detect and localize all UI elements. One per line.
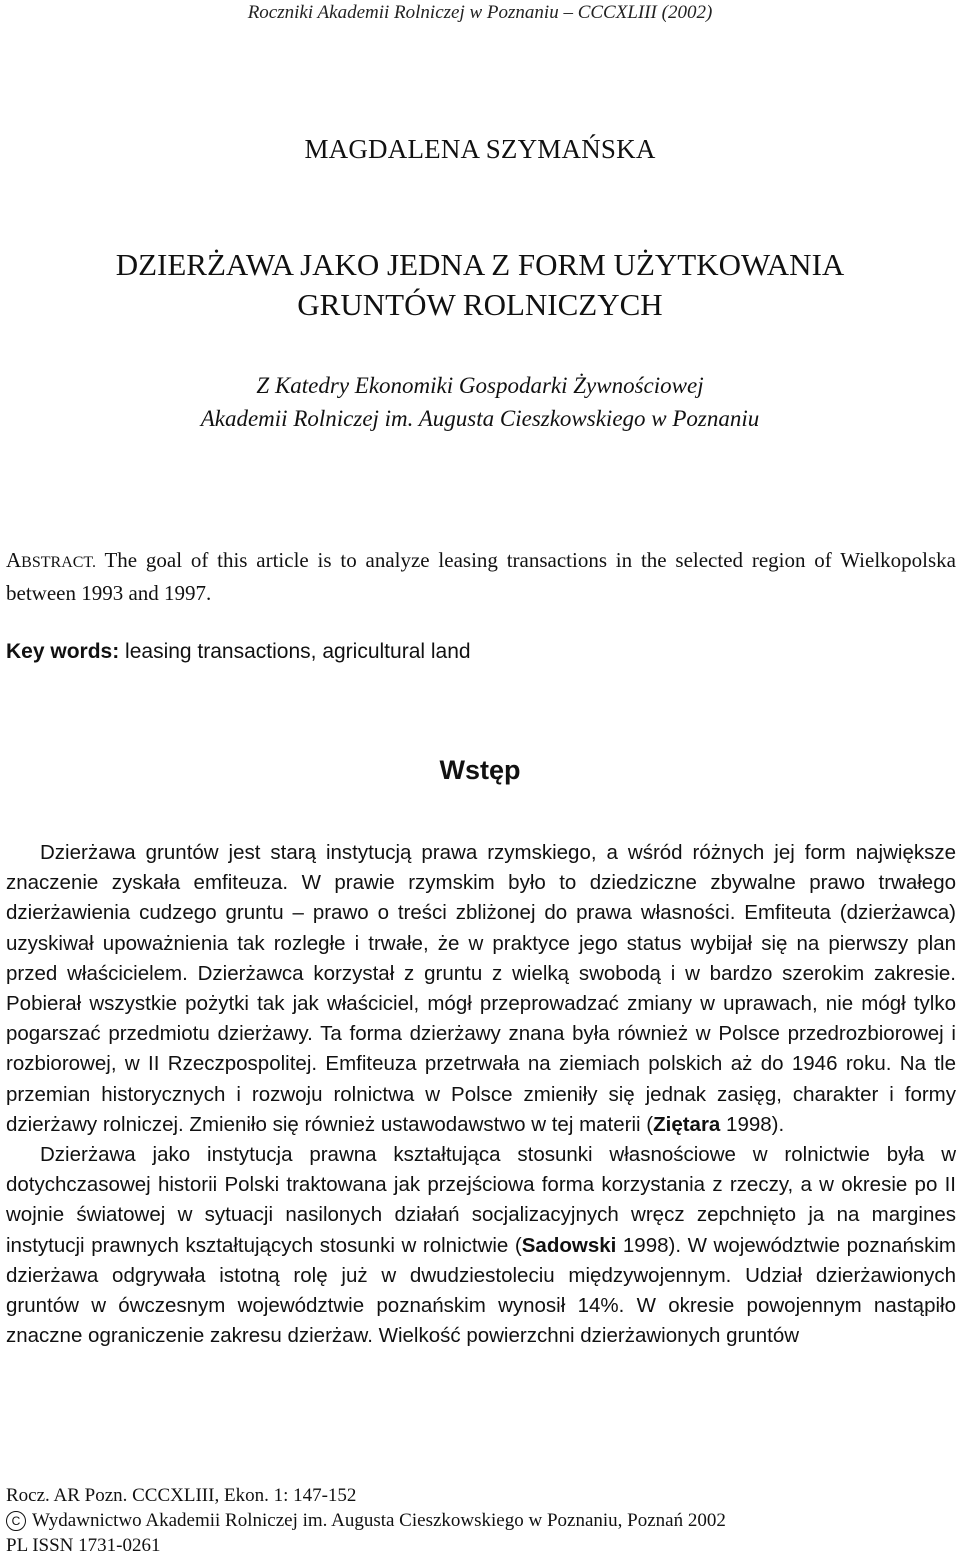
body-text — [6, 838, 956, 1351]
paragraph-2 — [6, 1140, 956, 1351]
paragraph-2-end: 1998). W województwie poznańskim dzierżawa odgrywała istotną rolę już w dwudziestoleciu międzywojennym. Udział dzierżawionych gruntów w ówczesnym województwie poznańskim wynosił 14%. W okresie powojennym nastąpiło znaczne ograniczenie zakresu dzierżaw. Wielkość powierzchni dzierżawionych gruntów — [6, 1233, 956, 1348]
paragraph-1-end: 1998). — [720, 1112, 785, 1136]
abstract-label-rest: BSTRACT. — [21, 554, 96, 571]
citation-author-ref: Ziętara — [653, 1112, 721, 1136]
affiliation-line-2: Akademii Rolniczej im. Augusta Cieszkowskiego w Poznaniu — [200, 406, 760, 431]
abstract-label — [6, 548, 96, 572]
article-title-line-1: DZIERŻAWA JAKO JEDNA Z FORM UŻYTKOWANIA — [115, 247, 845, 282]
section-heading: Wstęp — [439, 755, 521, 785]
footer-citation: Rocz. AR Pozn. CCCXLIII, Ekon. 1: 147-152 — [6, 1485, 357, 1506]
paragraph-2-text: Dzierżawa jako instytucja prawna kształtująca stosunki własnościowe w rolnictwie była w dotychczasowej historii Polski traktowana jak przejściowa forma korzystania z rzeczy, a w okresie po II wojnie światowej w sytuacji nasilonych działań socjalizacyjnych wręcz zepchnięto ja na margines instytucji prawnych kształtujących stosunki w rolnictwie ( — [6, 1143, 956, 1257]
author-name: MAGDALENA SZYMAŃSKA — [304, 134, 656, 164]
abstract — [6, 545, 956, 608]
citation-author-ref: Sadowski — [521, 1233, 617, 1257]
paragraph-1 — [6, 838, 956, 1140]
copyright-icon: C — [6, 1511, 26, 1531]
article-title — [0, 245, 960, 325]
abstract-label-initial: A — [6, 548, 22, 572]
footer — [6, 1483, 956, 1558]
abstract-text: The goal of this article is to analyze leasing transactions in the selected region of Wielkopolska between 1993 and 1997. — [6, 548, 956, 605]
affiliation — [0, 369, 960, 435]
affiliation-line-1: Z Katedry Ekonomiki Gospodarki Żywnościowej — [256, 373, 704, 398]
paragraph-1-text: Dzierżawa gruntów jest starą instytucją prawa rzymskiego, a wśród różnych jej form największe znaczenie zyskała emfiteuza. W prawie rzymskim było to dziedziczne zbywalne prawo trwałego dzierżawienia cudzego gruntu – prawo o treści zbliżonej do prawa własności. Emfiteuta (dzierżawca) uzyskiwał upoważnienia tak rozległe i trwałe, że w praktyce jego status wybijał się na pierwszy plan przed właścicielem. Dzierżawca korzystał z gruntu z wielką swobodą i w bardzo szerokim zakresie. Pobierał wszystkie pożytki tak jak właściciel, mógł przeprowadzać zmiany w uprawach, nie mógł tylko pogarszać przedmiotu dzierżawy. Ta forma dzierżawy znana była również w Polsce przedrozbiorowej i rozbiorowej, w II Rzeczpospolitej. Emfiteuza przetrwała na ziemiach polskich aż do 1946 roku. Na tle przemian historycznych i rozwoju rolnictwa w Polsce zmieniły się jednak zasięg, charakter i formy dzierżawy rolniczej. Zmieniło się również ustawodawstwo w tej materii ( — [6, 841, 956, 1136]
keywords-label: Key words: — [6, 640, 120, 663]
article-title-line-2: GRUNTÓW ROLNICZYCH — [297, 287, 663, 322]
keywords-text: leasing transactions, agricultural land — [125, 640, 471, 663]
running-head: Roczniki Akademii Rolniczej w Poznaniu – CCCXLIII (2002) — [247, 2, 713, 23]
keywords — [6, 640, 956, 664]
footer-copyright — [6, 1508, 956, 1533]
footer-publisher: Wydawnictwo Akademii Rolniczej im. Augusta Cieszkowskiego w Poznaniu, Poznań 2002 — [32, 1510, 726, 1531]
footer-issn: PL ISSN 1731-0261 — [6, 1535, 161, 1556]
